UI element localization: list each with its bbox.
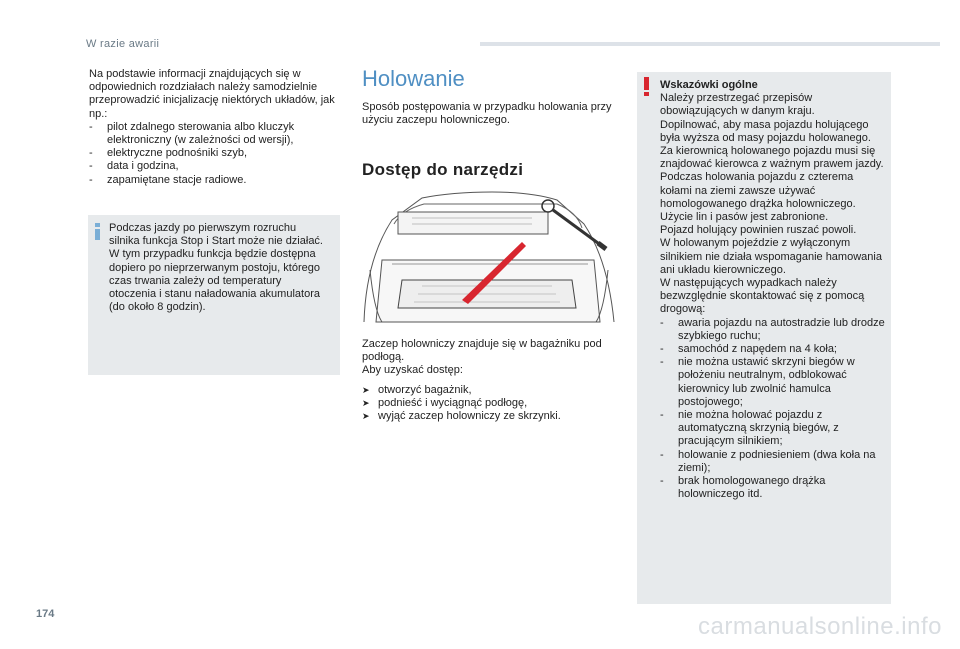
list-item: ➤ podnieść i wyciągnąć podłogę, [362, 397, 528, 410]
header-divider [480, 42, 940, 46]
access-location: Zaczep holowniczy znajduje się w bagażniku pod podłogą. [362, 338, 602, 364]
list-item: - nie można ustawić skrzyni biegów w położeniu neutralnym, odblokować kierownicy lub zwolnić hamulca postojowego; [660, 356, 855, 408]
reinit-section [89, 68, 337, 187]
info-text: Podczas jazdy po pierwszym rozruchu silnika funkcja Stop i Start może nie działać. W tym przypadku funkcja będzie dostępna dopiero po nieprzerwanym postoju, którego czas trwania zależy od temperatury otoczenia i stanu naładowania akumulatora (do około 8 godzin). [109, 222, 323, 314]
list-item: - pilot zdalnego sterowania albo kluczyk elektroniczny (w zależności od wersji), [89, 120, 295, 147]
list-item: - data i godzina, [89, 160, 179, 173]
list-item: - nie można holować pojazdu z automatyczną skrzynią biegów, z pracującym silnikiem; [660, 409, 839, 448]
warning-paragraph: Podczas holowania pojazdu z czterema kołami na ziemi zawsze używać homologowanego drążka holowniczego. [660, 171, 856, 210]
reinit-intro: Na podstawie informacji znajdujących się w odpowiednich rozdziałach należy samodzielnie przeprowadzić inicjalizację niektórych układów, jak np.: [89, 68, 335, 120]
access-steps [362, 384, 622, 424]
warning-paragraph: Użycie lin i pasów jest zabronione. [660, 211, 829, 224]
warning-paragraph: W holowanym pojeździe z wyłączonym silnikiem nie działa wspomaganie hamowania ani układu kierowniczego. [660, 237, 882, 276]
reinit-list [89, 121, 337, 187]
info-icon [94, 223, 102, 239]
section-title: Holowanie [362, 66, 465, 91]
chevron-right-icon: ➤ [362, 385, 370, 395]
access-howto: Aby uzyskać dostęp: [362, 364, 463, 377]
chevron-right-icon: ➤ [362, 411, 370, 422]
warning-text [660, 79, 886, 502]
watermark: carmanualsonline.info [698, 613, 942, 640]
trunk-illustration [362, 190, 617, 324]
list-item: - elektryczne podnośniki szyb, [89, 147, 248, 160]
warning-paragraph: Pojazd holujący powinien ruszać powoli. [660, 224, 857, 237]
list-item: - brak homologowanego drążka holowniczego itd. [660, 475, 826, 501]
towing-intro: Sposób postępowania w przypadku holowania przy użyciu zaczepu holowniczego. [362, 101, 612, 127]
list-item: - zapamiętane stacje radiowe. [89, 173, 247, 186]
warning-paragraph: W następujących wypadkach należy bezwzględnie skontaktować się z pomocą drogową: [660, 277, 865, 316]
access-text [362, 338, 617, 378]
list-item: - holowanie z podniesieniem (dwa koła na ziemi); [660, 448, 876, 474]
warning-paragraph: Należy przestrzegać przepisów obowiązujących w danym kraju. [660, 92, 815, 118]
list-item: ➤ wyjąć zaczep holowniczy ze skrzynki. [362, 410, 561, 423]
exclamation-icon [644, 77, 650, 97]
section-header: W razie awarii [86, 38, 160, 50]
subsection-title: Dostęp do narzędzi [362, 160, 524, 179]
list-item: - awaria pojazdu na autostradzie lub drodze szybkiego ruchu; [660, 316, 885, 342]
page-number: 174 [36, 608, 55, 620]
trunk-drawing [362, 190, 617, 324]
towing-cases-list [660, 317, 886, 502]
warning-paragraph: Dopilnować, aby masa pojazdu holującego była wyższa od masy pojazdu holowanego. [660, 118, 871, 144]
list-item: - samochód z napędem na 4 koła; [660, 343, 837, 356]
warning-paragraph: Za kierownicą holowanego pojazdu musi się znajdować kierowca z ważnym prawem jazdy. [660, 145, 884, 171]
list-item: ➤ otworzyć bagażnik, [362, 384, 472, 396]
chevron-right-icon: ➤ [362, 398, 370, 409]
warning-title: Wskazówki ogólne [660, 79, 758, 91]
